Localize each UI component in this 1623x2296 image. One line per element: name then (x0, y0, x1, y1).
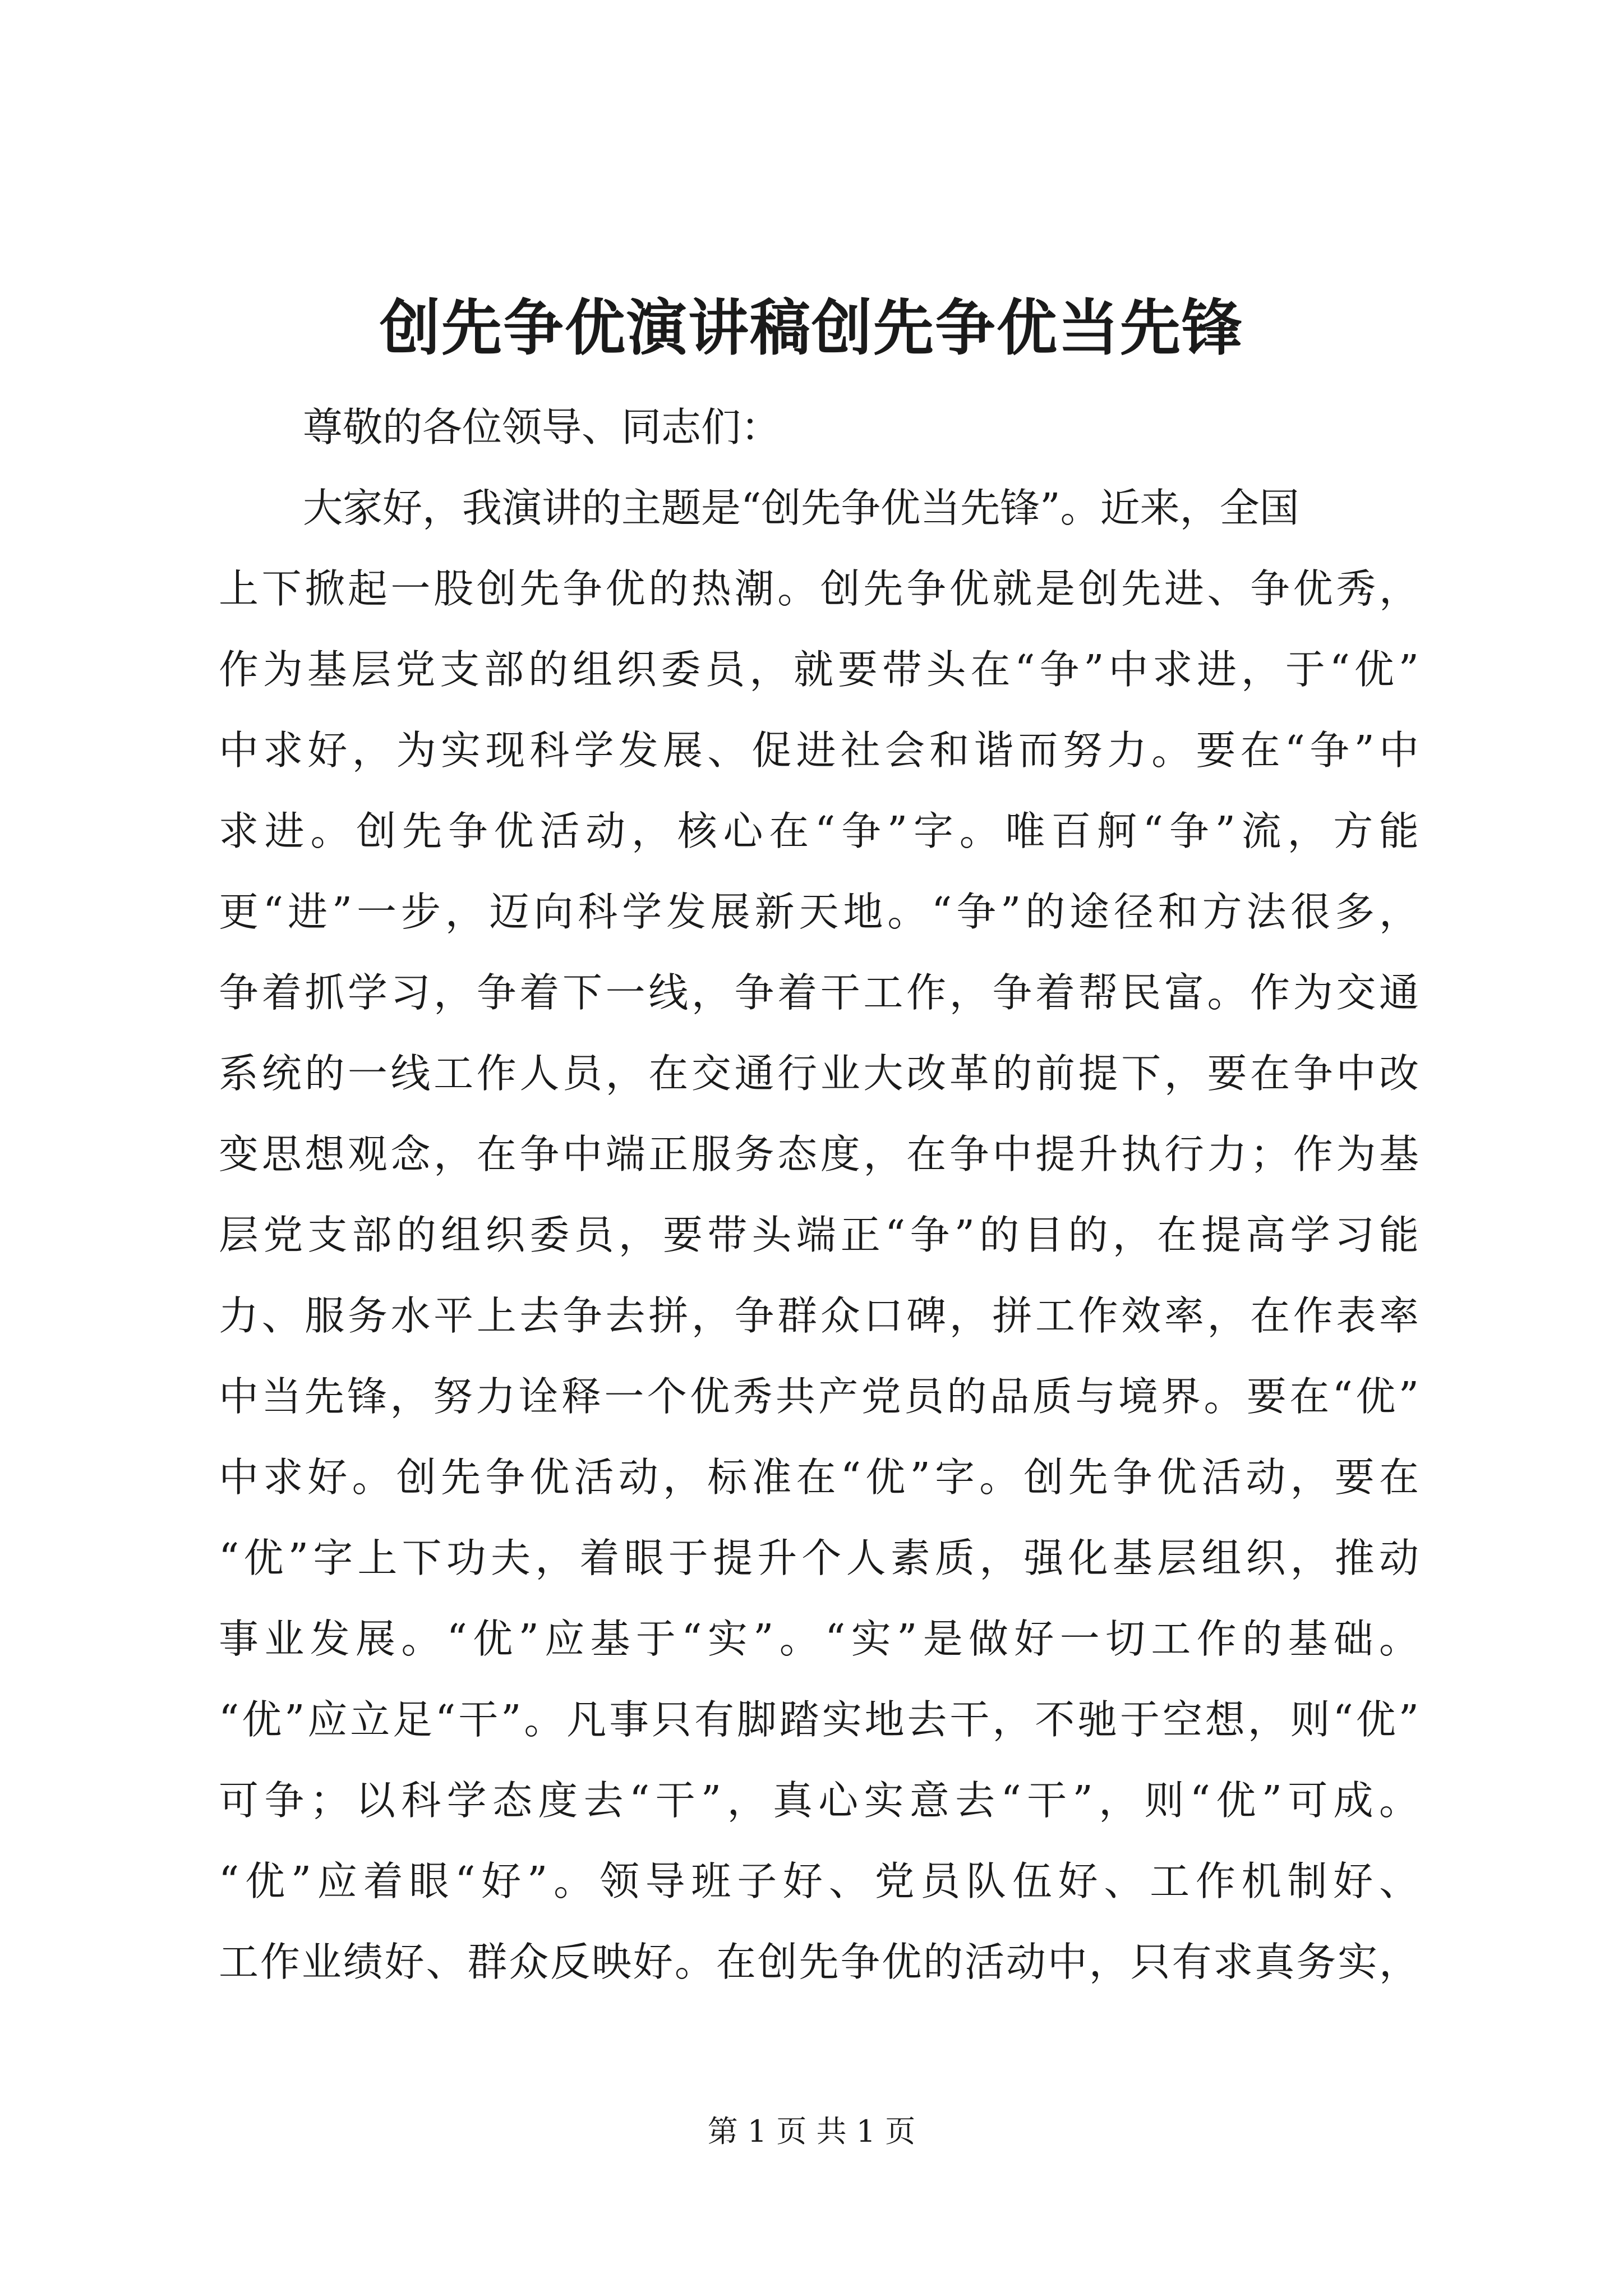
page-number: 第 1 页 共 1 页 (707, 2114, 916, 2149)
text-line: 中求好，为实现科学发展、促进社会和谐而努力。要在“争”中 (219, 727, 1419, 774)
text-line: 作为基层党支部的组织委员，就要带头在“争”中求进，于“优” (219, 646, 1419, 693)
text-line: 尊敬的各位领导、同志们： (303, 404, 781, 450)
text-line: 层党支部的组织委员，要带头端正“争”的目的，在提高学习能 (219, 1212, 1419, 1258)
text-line: 事业发展。“优”应基于“实”。“实”是做好一切工作的基础。 (219, 1616, 1419, 1662)
text-line: “优”字上下功夫，着眼于提升个人素质，强化基层组织，推动 (219, 1535, 1419, 1581)
text-line: 变思想观念，在争中端正服务态度，在争中提升执行力；作为基 (219, 1131, 1419, 1177)
text-line: 力、服务水平上去争去拼，争群众口碑，拼工作效率，在作表率 (219, 1292, 1419, 1339)
body-text (219, 387, 1419, 2003)
text-line: “优”应立足“干”。凡事只有脚踏实地去干，不驰于空想，则“优” (219, 1696, 1419, 1743)
text-line: 争着抓学习，争着下一线，争着干工作，争着帮民富。作为交通 (219, 969, 1419, 1016)
text-line: 上下掀起一股创先争优的热潮。创先争优就是创先进、争优秀， (219, 565, 1419, 612)
text-line: 工作业绩好、群众反映好。在创先争优的活动中，只有求真务实， (219, 1939, 1419, 1985)
text-line: 更“进”一步，迈向科学发展新天地。“争”的途径和方法很多， (219, 889, 1419, 935)
text-line: 中当先锋，努力诠释一个优秀共产党员的品质与境界。要在“优” (219, 1373, 1419, 1420)
document-title: 创先争优演讲稿创先争优当先锋 (379, 293, 1243, 364)
text-line: “优”应着眼“好”。领导班子好、党员队伍好、工作机制好、 (219, 1858, 1419, 1904)
text-line: 系统的一线工作人员，在交通行业大改革的前提下，要在争中改 (219, 1050, 1419, 1097)
text-line: 中求好。创先争优活动，标准在“优”字。创先争优活动，要在 (219, 1454, 1419, 1501)
text-line: 求进。创先争优活动，核心在“争”字。唯百舸“争”流，方能 (219, 808, 1419, 854)
text-line: 可争；以科学态度去“干”，真心实意去“干”，则“优”可成。 (219, 1777, 1419, 1824)
text-line: 大家好，我演讲的主题是“创先争优当先锋”。近来，全国 (303, 485, 1299, 531)
